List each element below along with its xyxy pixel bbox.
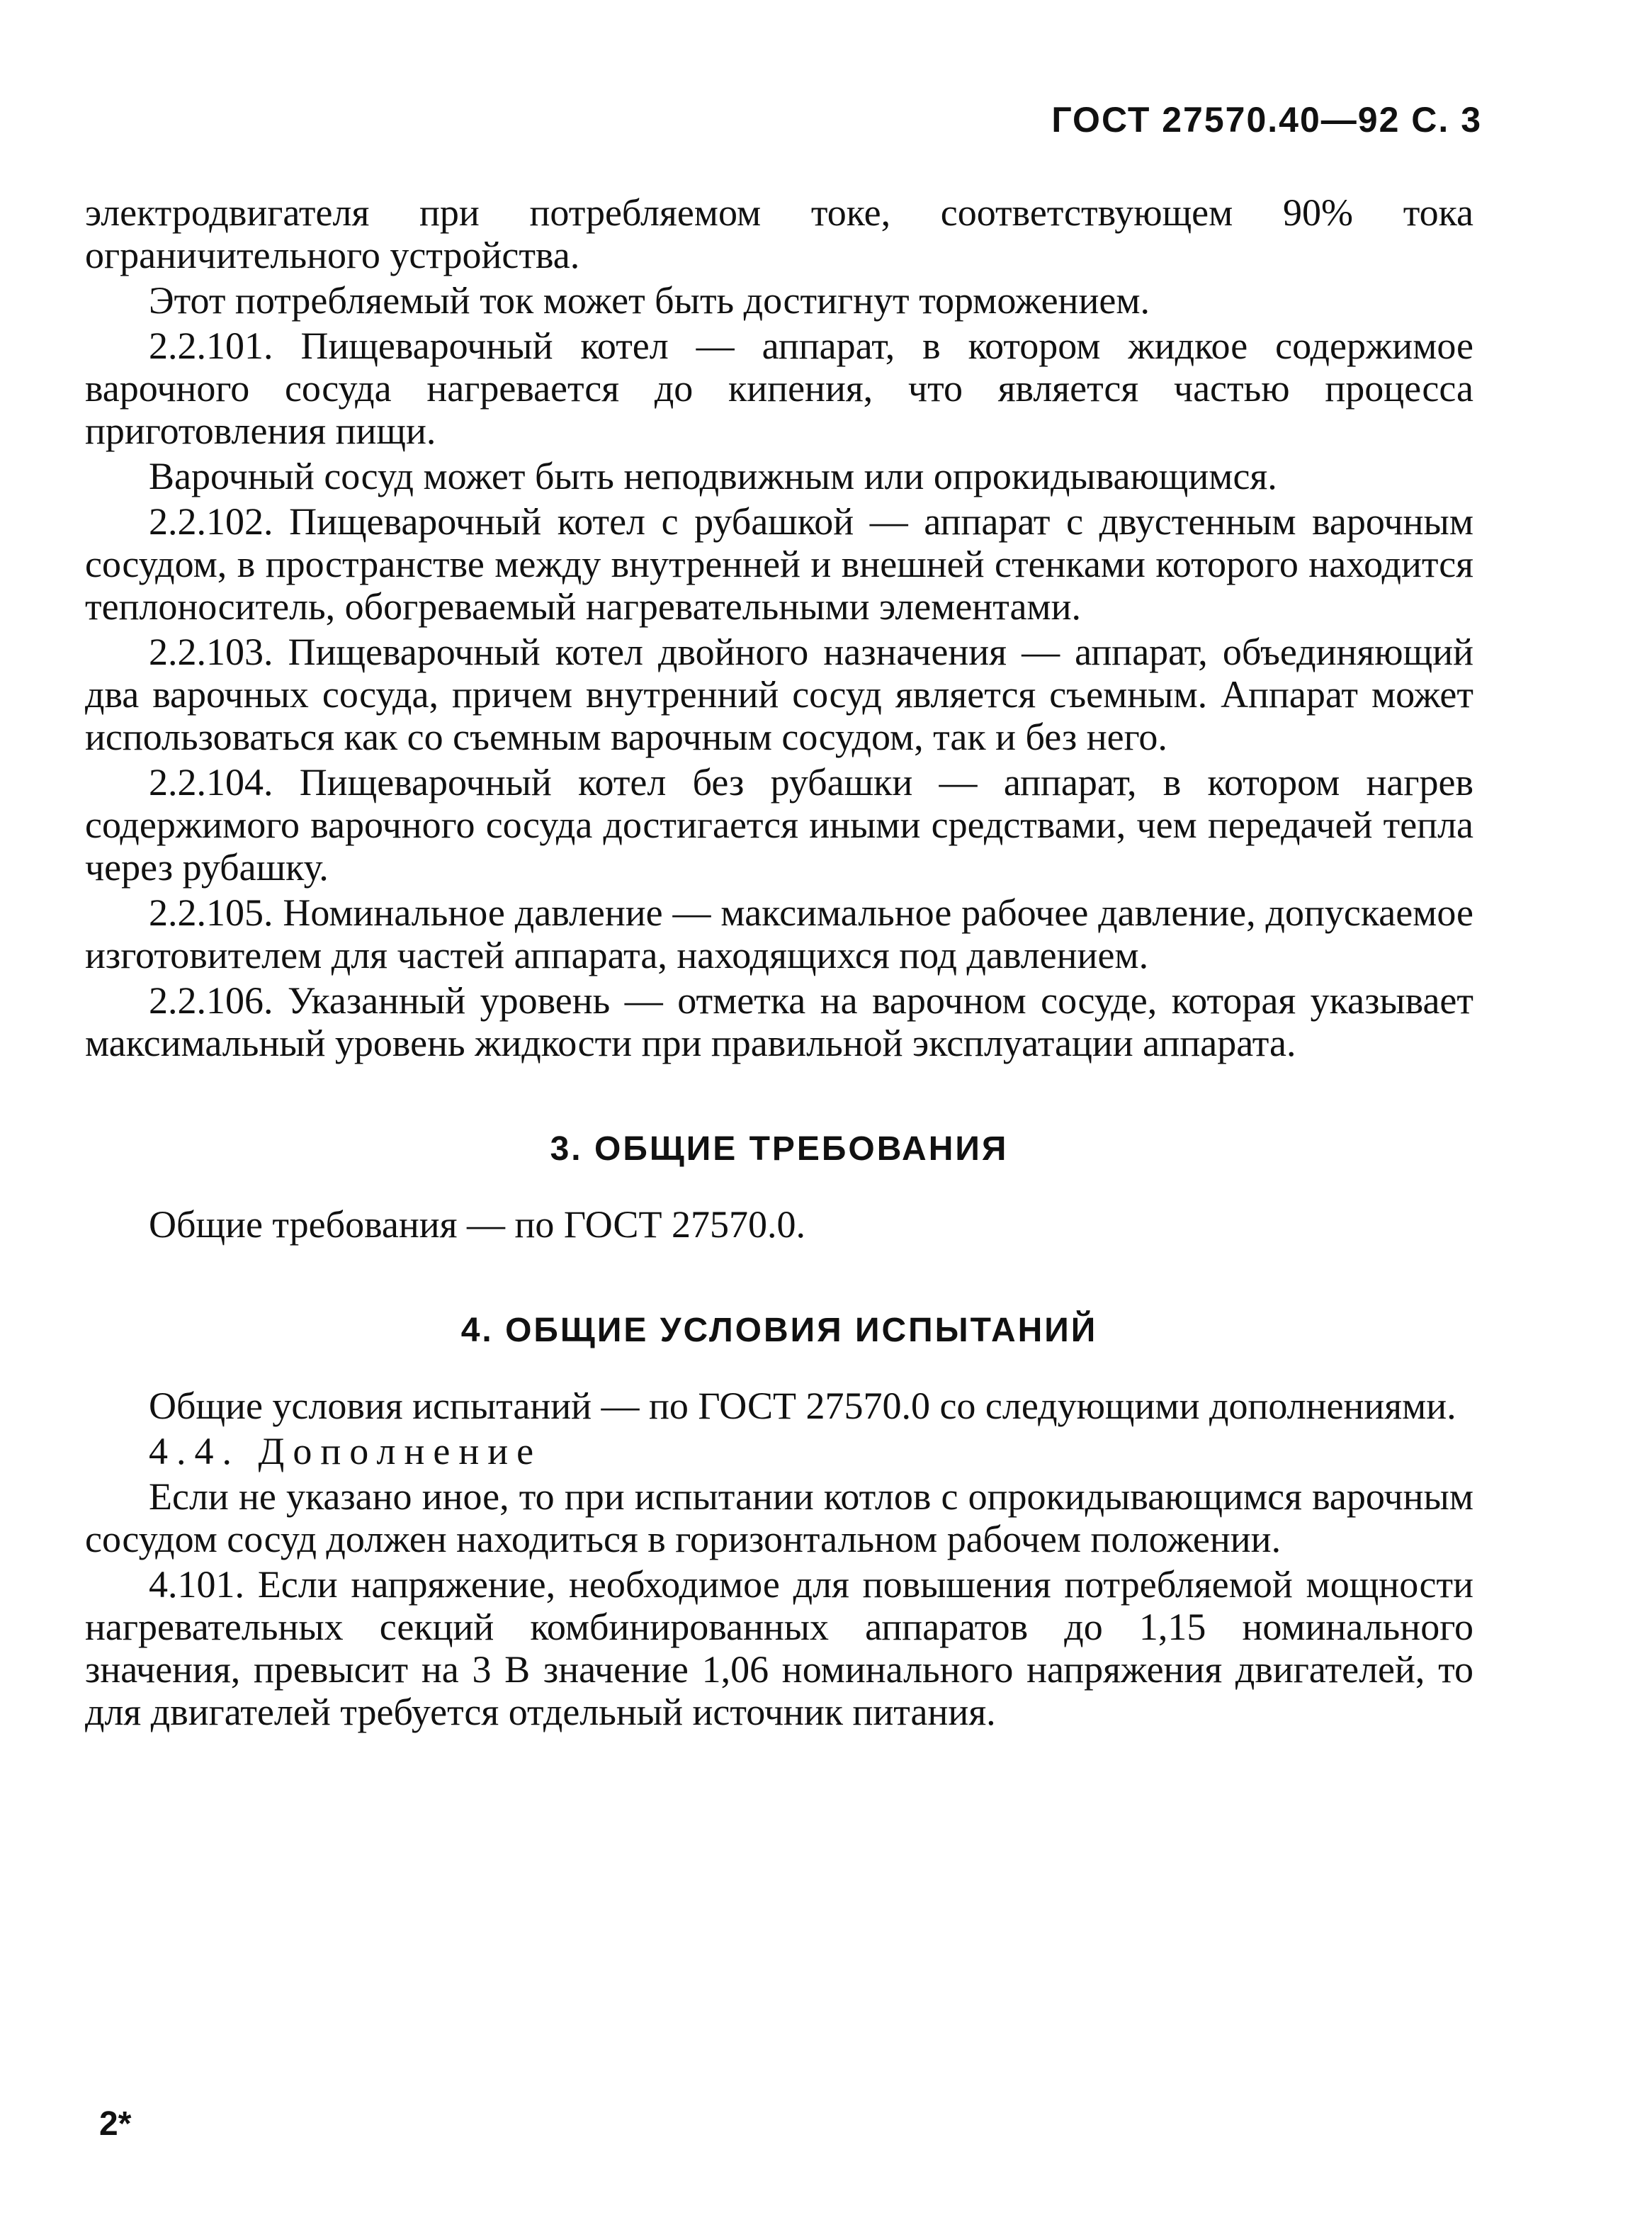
paragraph: Если не указано иное, то при испытании котлов с опрокидывающимся варочным сосудом сосуд должен находиться в горизонтальном рабочем положении. <box>85 1475 1473 1560</box>
paragraph: электродвигателя при потребляемом токе, соответствующем 90% тока ограничительного устройства. <box>85 191 1473 276</box>
paragraph-2-2-102: 2.2.102. Пищеварочный котел с рубашкой — аппарат с двустенным варочным сосудом, в пространстве между внутренней и внешней стенками которого находится теплоноситель, обогреваемый нагревательными элементами. <box>85 500 1473 628</box>
section-3-heading: 3. ОБЩИЕ ТРЕБОВАНИЯ <box>550 1130 1009 1168</box>
document-body <box>85 191 1473 1736</box>
paragraph-2-2-104: 2.2.104. Пищеварочный котел без рубашки — аппарат, в котором нагрев содержимого варочного сосуда достигается иными средствами, чем передачей тепла через рубашку. <box>85 761 1473 889</box>
paragraph: Этот потребляемый ток может быть достигнут торможением. <box>149 279 1150 322</box>
paragraph-2-2-105: 2.2.105. Номинальное давление — максимальное рабочее давление, допускаемое изготовителем для частей аппарата, находящихся под давлением. <box>85 891 1473 976</box>
page-header: ГОСТ 27570.40—92 С. 3 <box>1051 100 1482 140</box>
section-3-text: Общие требования — по ГОСТ 27570.0. <box>149 1203 805 1246</box>
paragraph-2-2-101: 2.2.101. Пищеварочный котел — аппарат, в котором жидкое содержимое варочного сосуда нагревается до кипения, что является частью процесса приготовления пищи. <box>85 325 1473 452</box>
paragraph-2-2-106: 2.2.106. Указанный уровень — отметка на варочном сосуде, которая указывает максимальный уровень жидкости при правильной эксплуатации аппарата. <box>85 979 1473 1064</box>
paragraph-2-2-103: 2.2.103. Пищеварочный котел двойного назначения — аппарат, объединяющий два варочных сосуда, причем внутренний сосуд является съемным. Аппарат может использоваться как со съемным варочным сосудом, так и без него. <box>85 631 1473 758</box>
paragraph-4-101: 4.101. Если напряжение, необходимое для повышения потребляемой мощности нагревательных секций комбинированных аппаратов до 1,15 номинального значения, превысит на 3 В значение 1,06 номинального напряжения двигателей, то для двигателей требуется отдельный источник питания. <box>85 1563 1473 1733</box>
subsection-4-4-heading: 4.4. Дополнение <box>149 1430 543 1472</box>
section-4-heading: 4. ОБЩИЕ УСЛОВИЯ ИСПЫТАНИЙ <box>460 1312 1098 1349</box>
paragraph: Варочный сосуд может быть неподвижным или опрокидывающимся. <box>149 455 1277 497</box>
signature-mark: 2* <box>99 2105 132 2143</box>
section-4-text: Общие условия испытаний — по ГОСТ 27570.0 со следующими дополнениями. <box>149 1385 1456 1427</box>
